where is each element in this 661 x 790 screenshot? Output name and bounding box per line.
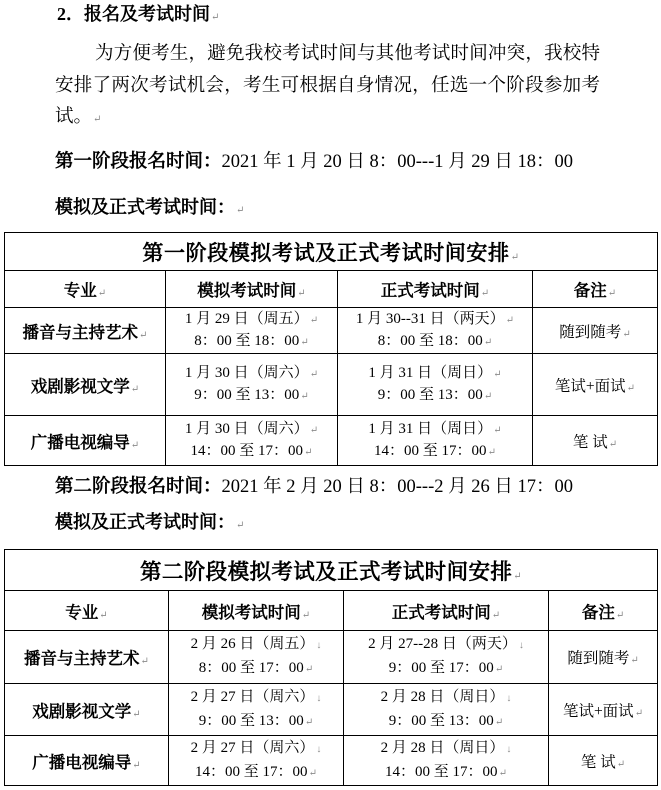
phase1-registration-value: 2021 年 1 月 20 日 8：00---1 月 29 日 18：00 — [221, 152, 573, 172]
formal-time-cell — [344, 631, 549, 684]
table-row — [5, 308, 658, 354]
formal-time-cell — [338, 416, 533, 466]
header-note-text: 备注 ↵ — [574, 281, 616, 300]
note-cell — [533, 308, 658, 354]
note-text: 笔 试 ↵ — [581, 754, 625, 771]
major-cell — [5, 684, 169, 736]
mock-date: 2 月 26 日（周五） ↓ — [169, 633, 343, 657]
formal-hours: 14：00 至 17：00 ↵ — [344, 761, 548, 785]
formal-hours: 9：00 至 17：00 ↵ — [344, 657, 548, 681]
mock-time-cell — [169, 684, 344, 736]
phase1-registration-line — [55, 147, 573, 177]
mock-hours: 14：00 至 17：00 ↵ — [169, 761, 343, 785]
major-cell — [5, 631, 169, 684]
major-cell — [5, 736, 169, 786]
major-cell — [5, 308, 166, 354]
formal-hours: 8：00 至 18：00 ↵ — [338, 331, 532, 353]
formal-hours: 9：00 至 13：00 ↵ — [344, 710, 548, 734]
phase2-registration-label: 第二阶段报名时间： — [55, 477, 222, 497]
formal-date: 2 月 27--28 日（两天） ↓ — [344, 633, 548, 657]
table-row — [5, 736, 658, 786]
formal-date: 1 月 30--31 日（两天） ↵ — [338, 309, 532, 331]
mock-hours: 8：00 至 17：00 ↵ — [169, 657, 343, 681]
table-title-text: 第二阶段模拟考试及正式考试时间安排 ↵ — [140, 560, 522, 584]
header-major — [5, 271, 166, 308]
major-name: 广播电视编导 ↵ — [31, 433, 139, 452]
note-text: 笔 试 ↵ — [573, 434, 617, 451]
major-name: 戏剧影视文学 ↵ — [31, 377, 139, 396]
note-cell — [549, 684, 658, 736]
header-note-text: 备注 ↵ — [582, 603, 624, 622]
note-cell — [549, 631, 658, 684]
phase2-registration-line — [55, 472, 573, 502]
table-header-row — [5, 591, 658, 631]
note-text: 随到随考 ↵ — [567, 650, 638, 667]
table-row — [5, 354, 658, 416]
note-cell — [549, 736, 658, 786]
header-note — [549, 591, 658, 631]
header-mock-time — [166, 271, 338, 308]
major-name: 播音与主持艺术 ↵ — [23, 323, 148, 342]
mock-hours: 14：00 至 17：00 ↵ — [166, 441, 337, 463]
note-cell — [533, 354, 658, 416]
note-text: 笔试+面试 ↵ — [555, 378, 635, 395]
mock-date: 2 月 27 日（周六） ↓ — [169, 737, 343, 761]
header-formal-time-text: 正式考试时间 ↵ — [381, 281, 489, 300]
mock-hours: 8：00 至 18：00 ↵ — [166, 331, 337, 353]
header-formal-time — [338, 271, 533, 308]
table-row — [5, 631, 658, 684]
formal-date: 2 月 28 日（周日） ↓ — [344, 686, 548, 710]
formal-time-cell — [338, 308, 533, 354]
phase2-schedule-table — [4, 549, 658, 786]
phase1-exam-label: 模拟及正式考试时间： ↵ — [55, 192, 244, 226]
phase1-registration-label: 第一阶段报名时间： — [55, 152, 222, 172]
mock-date: 1 月 30 日（周六） ↵ — [166, 363, 337, 385]
section-heading: 2．报名及考试时间 ↵ — [57, 2, 219, 30]
mock-time-cell — [169, 631, 344, 684]
formal-time-cell — [338, 354, 533, 416]
table-title-text: 第一阶段模拟考试及正式考试时间安排 ↵ — [142, 241, 519, 265]
mock-time-cell — [166, 354, 338, 416]
header-note — [533, 271, 658, 308]
header-mock-time-text: 模拟考试时间 ↵ — [202, 603, 310, 622]
formal-time-cell — [344, 736, 549, 786]
table-title — [5, 550, 658, 591]
header-formal-time-text: 正式考试时间 ↵ — [392, 603, 500, 622]
mock-hours: 9：00 至 13：00 ↵ — [166, 385, 337, 407]
phase1-schedule-table — [4, 232, 658, 466]
formal-time-cell — [344, 684, 549, 736]
major-cell — [5, 416, 166, 466]
mock-date: 1 月 29 日（周五） ↵ — [166, 309, 337, 331]
header-mock-time — [169, 591, 344, 631]
note-text: 笔试+面试 ↵ — [563, 703, 643, 720]
phase2-registration-value: 2021 年 2 月 20 日 8：00---2 月 26 日 17：00 — [221, 477, 573, 497]
mock-time-cell — [169, 736, 344, 786]
header-mock-time-text: 模拟考试时间 ↵ — [197, 281, 305, 300]
major-name: 广播电视编导 ↵ — [32, 753, 140, 772]
major-cell — [5, 354, 166, 416]
formal-date: 1 月 31 日（周日） ↵ — [338, 419, 532, 441]
header-major-text: 专业 ↵ — [65, 603, 107, 622]
header-major-text: 专业 ↵ — [64, 281, 106, 300]
formal-hours: 9：00 至 13：00 ↵ — [338, 385, 532, 407]
major-name: 播音与主持艺术 ↵ — [24, 649, 149, 668]
formal-date: 2 月 28 日（周日） ↓ — [344, 737, 548, 761]
header-major — [5, 591, 169, 631]
mock-hours: 9：00 至 13：00 ↵ — [169, 710, 343, 734]
formal-date: 1 月 31 日（周日） ↵ — [338, 363, 532, 385]
phase2-exam-label: 模拟及正式考试时间： ↵ — [55, 507, 244, 541]
mock-date: 1 月 30 日（周六） ↵ — [166, 419, 337, 441]
table-row — [5, 416, 658, 466]
major-name: 戏剧影视文学 ↵ — [32, 702, 140, 721]
table-title — [5, 233, 658, 271]
mock-time-cell — [166, 416, 338, 466]
formal-hours: 14：00 至 17：00 ↵ — [338, 441, 532, 463]
table-title-row — [5, 550, 658, 591]
table-row — [5, 684, 658, 736]
note-text: 随到随考 ↵ — [559, 324, 630, 341]
note-cell — [533, 416, 658, 466]
mock-time-cell — [166, 308, 338, 354]
mock-date: 2 月 27 日（周六） ↓ — [169, 686, 343, 710]
table-title-row — [5, 233, 658, 271]
intro-paragraph: 为方便考生，避免我校考试时间与其他考试时间冲突，我校特安排了两次考试机会，考生可根据自身情况，任选一个阶段参加考试。 ↵ — [55, 39, 600, 136]
table-header-row — [5, 271, 658, 308]
header-formal-time — [344, 591, 549, 631]
